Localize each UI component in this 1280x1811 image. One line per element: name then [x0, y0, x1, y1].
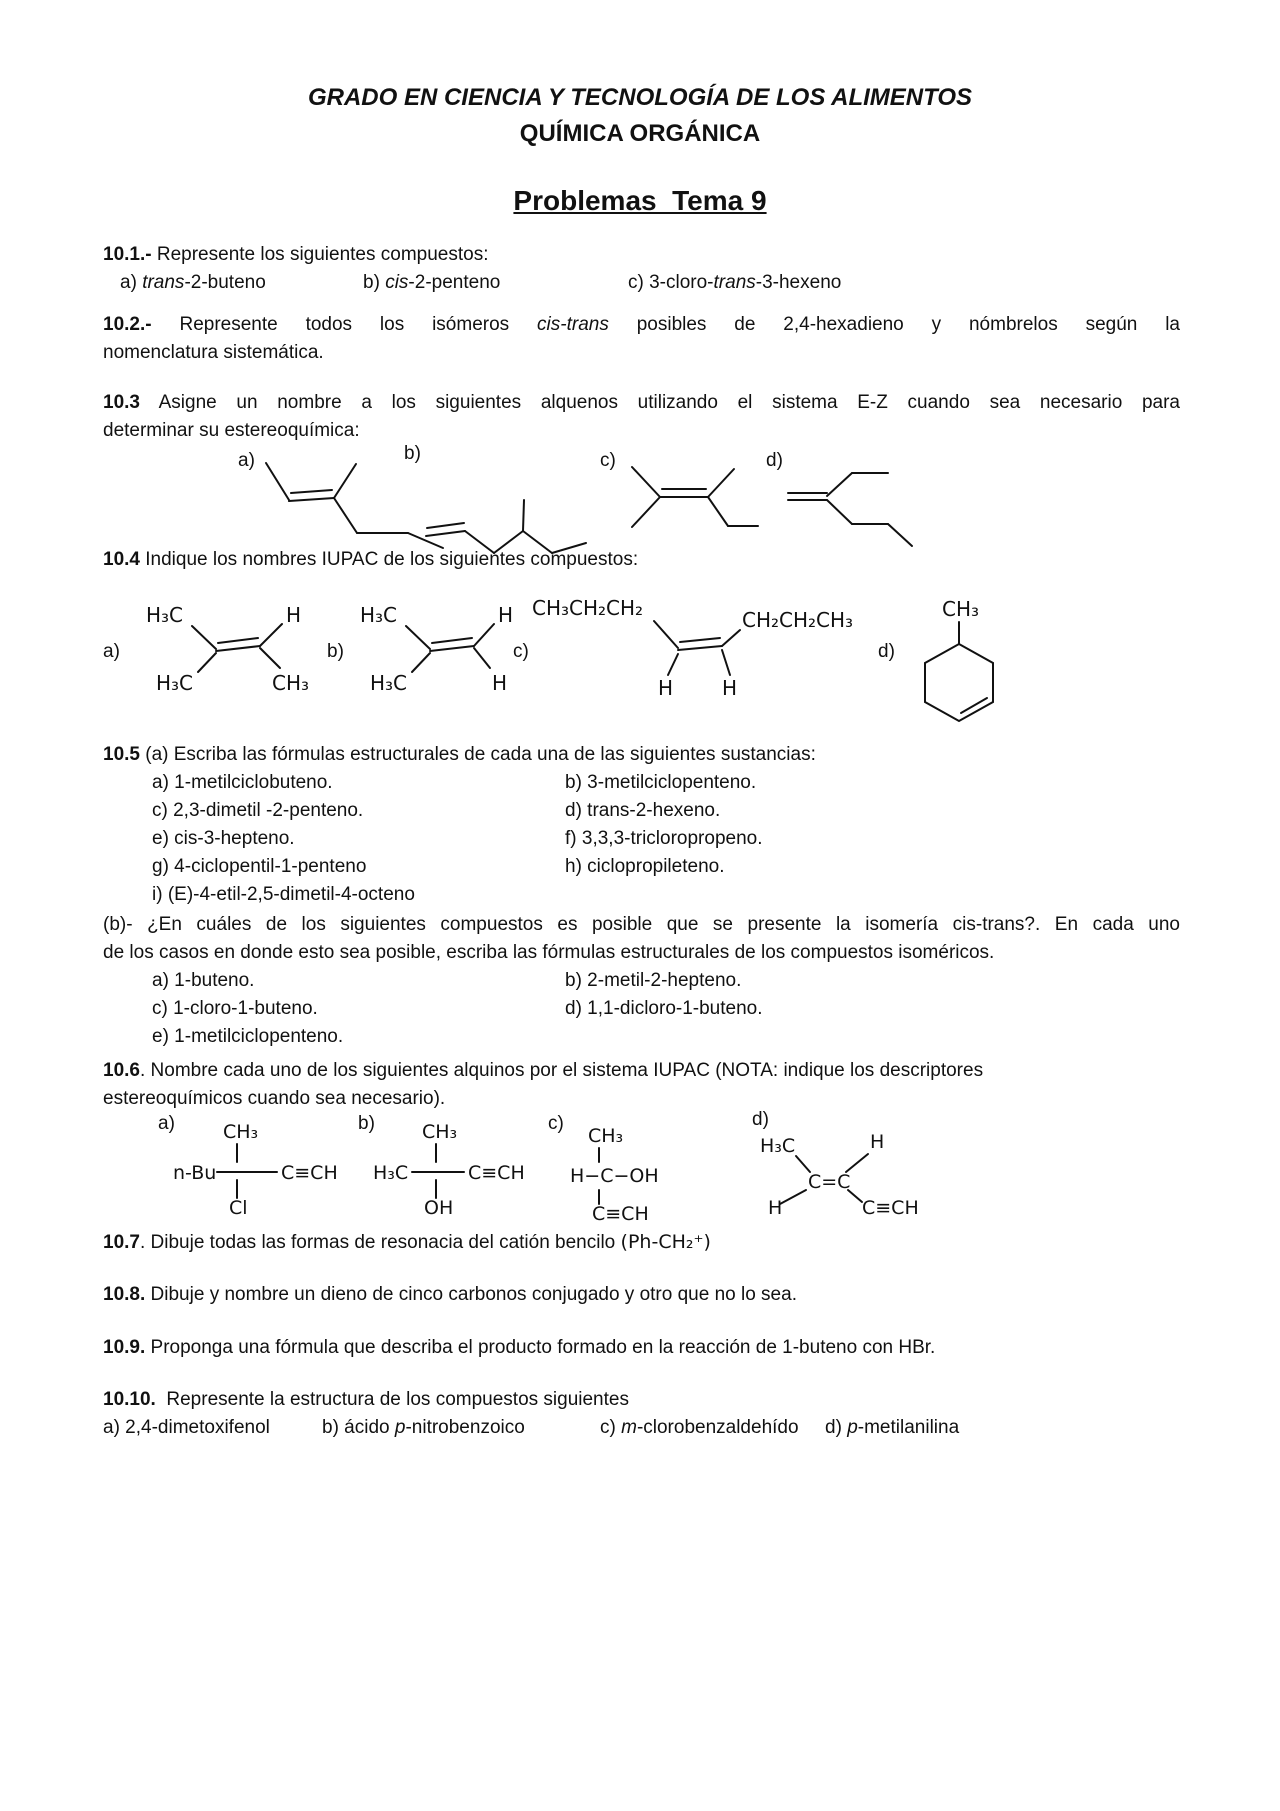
bond	[888, 524, 912, 546]
bond	[192, 626, 216, 649]
structure-10-4-a	[138, 600, 338, 695]
bond	[708, 497, 728, 526]
problem-10-1-number: 10.1.-	[103, 244, 152, 265]
item-post: -3-hexeno	[755, 272, 842, 293]
bond	[334, 498, 357, 533]
list-10-5b-col2	[565, 967, 763, 1023]
atom-label: Cl	[229, 1197, 248, 1219]
list-item: b) 2-metil-2-hepteno.	[565, 970, 742, 991]
item-post: -nitrobenzoico	[405, 1417, 525, 1438]
compound-item-10-1-a	[120, 269, 266, 297]
problem-10-10-text: Represente la estructura de los compuestos siguientes	[155, 1389, 629, 1410]
bond	[848, 1190, 862, 1202]
compound-item-10-1-b	[363, 269, 500, 297]
problem-10-9-text: Proponga una fórmula que describa el producto formado en la reacción de 1-buteno con HBr.	[145, 1337, 936, 1358]
problem-10-8-number: 10.8.	[103, 1284, 146, 1305]
atom-label: H	[498, 603, 514, 627]
atom-label: CH₂CH₂CH₃	[742, 608, 854, 632]
list-item: c) 1-cloro-1-buteno.	[152, 998, 318, 1019]
problem-10-4-heading	[103, 546, 638, 574]
structure-label-10-4-d: d)	[878, 641, 895, 662]
sheet-heading: Problemas Tema 9	[513, 185, 767, 216]
problem-10-5-text: (a) Escriba las fórmulas estructurales de cada una de las siguientes sustancias:	[139, 744, 816, 765]
double-bond	[218, 638, 258, 643]
structure-10-6-a	[165, 1118, 390, 1218]
problem-10-5b-line1: (b)- ¿En cuáles de los siguientes compuestos es posible que se presente la isomería cis-trans?. En cada uno	[103, 914, 1180, 935]
structure-10-6-b	[368, 1118, 573, 1218]
list-item: c) 2,3-dimetil -2-penteno.	[152, 800, 364, 821]
structure-10-6-c	[558, 1124, 683, 1224]
problem-10-2-italic: cis-trans	[537, 314, 609, 335]
problem-10-2-text2: posibles de 2,4-hexadieno y nómbrelos según la	[608, 314, 1180, 335]
problem-10-6-line1	[103, 1057, 983, 1085]
item-pre: c) 3-cloro-	[628, 272, 714, 293]
list-item: i) (E)-4-etil-2,5-dimetil-4-octeno	[152, 884, 415, 905]
problem-10-3-number: 10.3	[103, 392, 140, 413]
double-bond	[432, 638, 472, 643]
atom-label: C≡CH	[281, 1162, 338, 1184]
atom-label: H	[722, 676, 738, 700]
problem-10-6-text1: . Nombre cada uno de los siguientes alquinos por el sistema IUPAC (NOTA: indique los descriptores	[139, 1060, 984, 1081]
degree-title: GRADO EN CIENCIA Y TECNOLOGÍA DE LOS ALIMENTOS	[307, 84, 973, 111]
double-bond	[216, 646, 260, 651]
compound-item-10-1-c	[628, 269, 841, 297]
structure-label-10-3-c: c)	[600, 450, 616, 471]
sheet-heading-row	[0, 184, 1280, 218]
atom-label: H	[870, 1131, 885, 1153]
double-bond	[678, 646, 722, 650]
bond	[632, 497, 660, 527]
atom-label: C=C	[808, 1171, 851, 1193]
atom-label: C≡CH	[862, 1197, 919, 1219]
bond	[266, 463, 289, 500]
bond	[523, 500, 524, 531]
atom-label: CH₃	[588, 1125, 624, 1147]
atom-label: H₃C	[760, 1135, 796, 1157]
item-italic: cis	[385, 272, 409, 293]
list-item: f) 3,3,3-tricloropropeno.	[565, 828, 763, 849]
double-bond	[427, 523, 464, 528]
item-pre: a) 2,4-dimetoxifenol	[103, 1417, 270, 1438]
item-post: -clorobenzaldehído	[636, 1417, 799, 1438]
benzyl-cation-formula: (Ph-CH₂⁺)	[620, 1231, 711, 1253]
compound-item-10-10-b	[322, 1414, 525, 1442]
item-pre: b) ácido	[322, 1417, 395, 1438]
list-item: a) 1-buteno.	[152, 970, 255, 991]
problem-10-10-heading	[103, 1386, 629, 1414]
problem-10-9	[103, 1334, 935, 1362]
structure-10-6-d	[750, 1124, 935, 1219]
atom-label: CH₃CH₂CH₂	[532, 596, 644, 620]
structure-label-10-4-b: b)	[327, 641, 344, 662]
structure-label-10-6-b: b)	[358, 1113, 375, 1134]
bond	[412, 653, 430, 672]
list-10-5a-col2	[565, 769, 763, 881]
structure-label-10-4-c: c)	[513, 641, 529, 662]
structure-label-10-6-c: c)	[548, 1113, 564, 1134]
problem-10-1-heading	[103, 241, 489, 269]
problem-10-2-line2: nomenclatura sistemática.	[103, 342, 324, 363]
course-title: QUÍMICA ORGÁNICA	[519, 120, 761, 147]
structure-10-3-c	[620, 455, 760, 550]
problem-10-9-number: 10.9.	[103, 1337, 146, 1358]
double-bond	[961, 698, 987, 713]
problem-10-10-number: 10.10.	[103, 1389, 156, 1410]
problem-10-8	[103, 1281, 797, 1309]
structure-10-3-d	[782, 460, 917, 555]
atom-label: H₃C	[370, 671, 408, 695]
bond	[198, 653, 216, 672]
problem-10-2-text1: Represente todos los isómeros	[151, 314, 538, 335]
problem-10-2-line1	[103, 311, 1180, 339]
list-item: g) 4-ciclopentil-1-penteno	[152, 856, 367, 877]
atom-label: C≡CH	[468, 1162, 525, 1184]
atom-label: H₃C	[146, 603, 184, 627]
bond	[827, 473, 852, 496]
bond	[846, 1154, 868, 1172]
list-10-5b-col1	[152, 967, 343, 1051]
bond	[474, 624, 494, 646]
problem-10-4-number: 10.4	[103, 549, 140, 570]
bond	[260, 624, 282, 646]
bond	[334, 464, 356, 498]
problem-10-6-number: 10.6	[103, 1060, 140, 1081]
bond	[474, 648, 490, 668]
bond	[260, 648, 280, 668]
problem-10-2-number: 10.2.-	[103, 314, 152, 335]
list-item: a) 1-metilciclobuteno.	[152, 772, 333, 793]
structure-label-10-6-a: a)	[158, 1113, 175, 1134]
atom-label: OH	[424, 1197, 454, 1219]
list-item: b) 3-metilciclopenteno.	[565, 772, 757, 793]
atom-label: H₃C	[373, 1162, 409, 1184]
problem-10-7-number: 10.7	[103, 1232, 140, 1253]
compound-item-10-10-a	[103, 1414, 270, 1442]
item-post: -2-penteno	[408, 272, 501, 293]
atom-label: CH₃	[422, 1121, 458, 1143]
atom-label: H	[286, 603, 302, 627]
atom-label: CH₃	[942, 597, 980, 621]
item-italic: m	[621, 1417, 637, 1438]
bond	[708, 469, 734, 497]
problem-10-5-number: 10.5	[103, 744, 140, 765]
item-post: -2-buteno	[184, 272, 266, 293]
bond	[780, 1190, 806, 1204]
item-italic: p	[847, 1417, 858, 1438]
list-item: e) cis-3-hepteno.	[152, 828, 295, 849]
item-italic: trans	[142, 272, 185, 293]
list-item: d) 1,1-dicloro-1-buteno.	[565, 998, 763, 1019]
atom-label: H	[768, 1197, 783, 1219]
list-item: h) ciclopropileteno.	[565, 856, 725, 877]
item-pre: d)	[825, 1417, 848, 1438]
bond	[796, 1156, 810, 1172]
item-post: -metilanilina	[857, 1417, 960, 1438]
problem-10-8-text: Dibuje y nombre un dieno de cinco carbonos conjugado y otro que no lo sea.	[145, 1284, 797, 1305]
bond	[722, 630, 740, 646]
double-bond	[430, 646, 474, 651]
problem-10-7-text: . Dibuje todas las formas de resonacia del catión bencilo	[139, 1232, 621, 1253]
atom-label: CH₃	[272, 671, 310, 695]
item-italic: p	[394, 1417, 406, 1438]
list-item: d) trans-2-hexeno.	[565, 800, 721, 821]
structure-10-4-d	[902, 596, 1014, 751]
atom-label: H₃C	[156, 671, 194, 695]
problem-10-3-line1	[103, 389, 1180, 417]
problem-10-3-line2: determinar su estereoquímica:	[103, 420, 360, 441]
compound-item-10-10-c	[600, 1414, 799, 1442]
problem-10-4-text: Indique los nombres IUPAC de los siguientes compuestos:	[139, 549, 639, 570]
atom-label: n-Bu	[173, 1162, 217, 1184]
item-pre: a)	[120, 272, 143, 293]
atom-label: H	[492, 671, 508, 695]
double-bond	[426, 531, 465, 536]
bond	[668, 654, 678, 675]
list-10-5a-col1	[152, 769, 415, 909]
problem-10-3-text1: Asigne un nombre a los siguientes alquenos utilizando el sistema E-Z cuando sea necesario para	[139, 392, 1180, 413]
double-bond	[291, 490, 332, 493]
list-item: e) 1-metilciclopenteno.	[152, 1026, 344, 1047]
cyclohexene-ring	[925, 644, 993, 721]
structure-label-10-4-a: a)	[103, 641, 120, 662]
structure-label-10-6-d: d)	[752, 1109, 769, 1130]
double-bond	[289, 498, 334, 501]
problem-10-5b-line2: de los casos en donde esto sea posible, escriba las fórmulas estructurales de los compuestos isoméricos.	[103, 942, 995, 963]
structure-label-10-3-d: d)	[766, 450, 783, 471]
problem-10-7	[103, 1228, 711, 1257]
atom-label: H−C−OH	[570, 1165, 659, 1187]
item-italic: trans	[713, 272, 756, 293]
atom-label: C≡CH	[592, 1203, 649, 1225]
atom-label: H	[658, 676, 674, 700]
compound-item-10-10-d	[825, 1414, 959, 1442]
atom-label: CH₃	[223, 1121, 259, 1143]
double-bond	[680, 638, 720, 642]
item-pre: b)	[363, 272, 386, 293]
structure-10-4-c	[528, 593, 863, 698]
structure-10-4-b	[352, 600, 517, 695]
item-pre: c)	[600, 1417, 622, 1438]
problem-10-6-line2: estereoquímicos cuando sea necesario).	[103, 1088, 446, 1109]
bond	[406, 626, 430, 649]
bond	[827, 500, 852, 524]
structure-label-10-3-a: a)	[238, 450, 255, 471]
problem-10-5-heading	[103, 741, 816, 769]
bond	[654, 621, 678, 648]
atom-label: H₃C	[360, 603, 398, 627]
structure-label-10-3-b: b)	[404, 443, 421, 464]
bond	[632, 467, 660, 497]
bond	[722, 650, 730, 675]
problem-10-1-text: Represente los siguientes compuestos:	[151, 244, 489, 265]
